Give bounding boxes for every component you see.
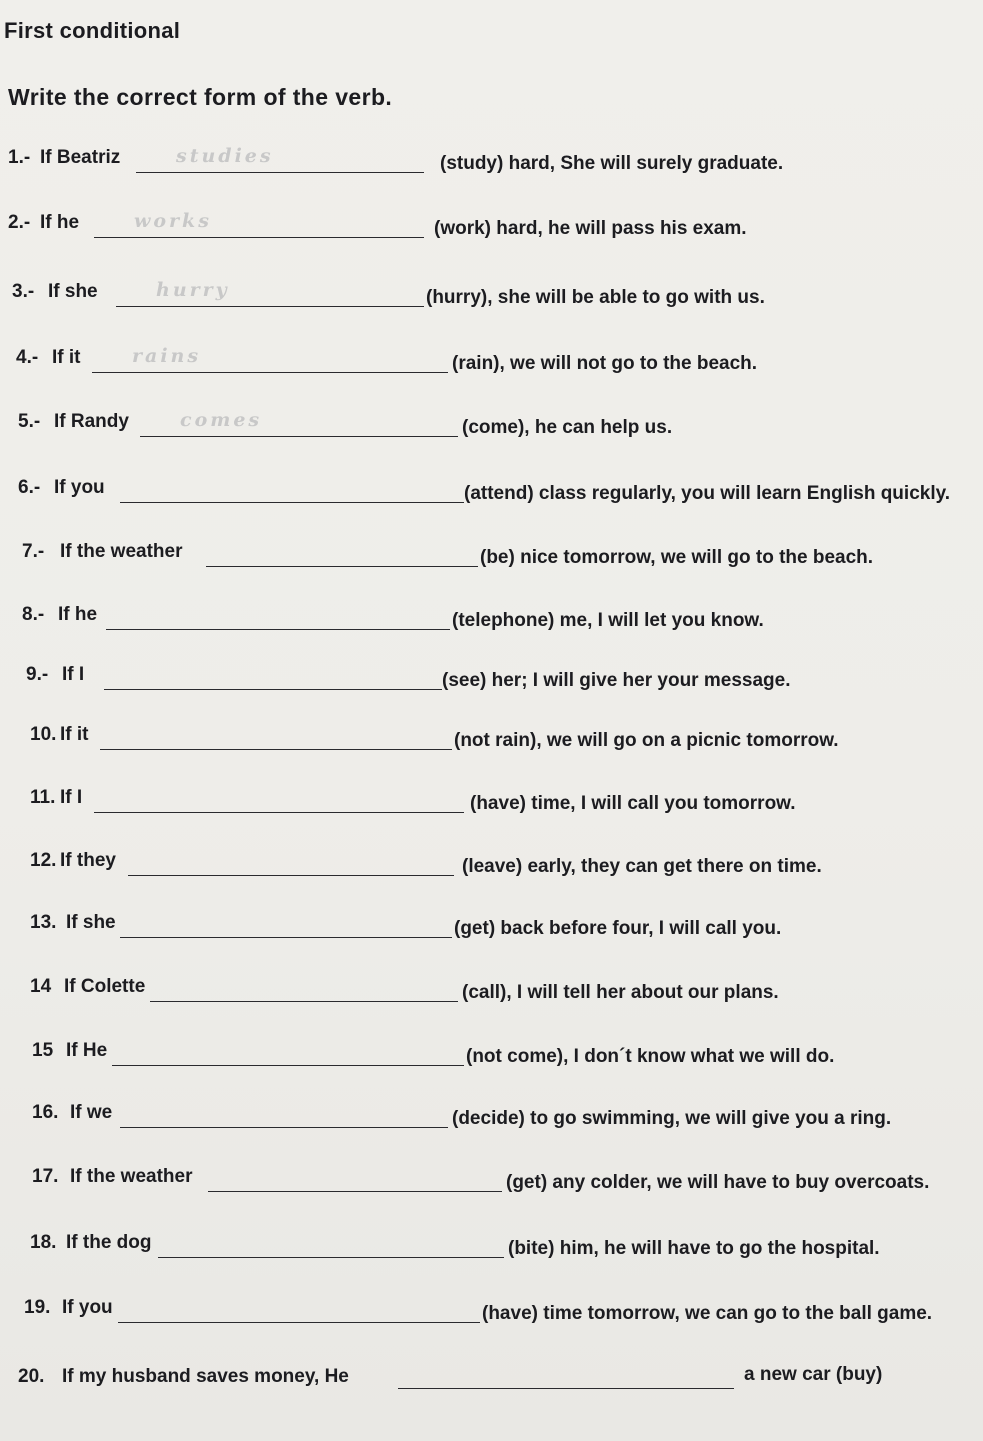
answer-blank[interactable] [92,372,448,373]
pencil-answer: rains [132,345,202,367]
pencil-answer: hurry [156,279,230,301]
verb-clue: (get) any colder, we will have to buy overcoats. [506,1172,930,1193]
item-number: 9.- [26,664,49,685]
item-number: 4.- [16,347,39,368]
verb-clue: (not come), I don´t know what we will do. [466,1046,835,1067]
answer-blank[interactable] [94,812,464,813]
item-number: 18. [30,1232,57,1253]
verb-clue: (see) her; I will give her your message. [442,670,791,691]
item-number: 12. [30,850,57,871]
item-number: 5.- [18,411,41,432]
item-number: 10. [30,724,57,745]
item-number: 14 [30,976,52,997]
verb-clue: a new car (buy) [744,1364,883,1385]
item-subject: If he [58,604,98,625]
item-number: 8.- [22,604,45,625]
item-subject: If I [62,664,85,685]
verb-clue: (telephone) me, I will let you know. [452,610,764,631]
item-subject: If we [70,1102,113,1123]
worksheet-instruction: Write the correct form of the verb. [8,84,393,110]
item-subject: If you [62,1297,113,1318]
item-number: 11. [30,787,56,808]
verb-clue: (attend) class regularly, you will learn English quickly. [464,483,951,504]
item-subject: If the dog [66,1232,152,1253]
answer-blank[interactable] [128,875,454,876]
item-number: 7.- [22,541,45,562]
answer-blank[interactable] [140,436,458,437]
item-subject: If the weather [70,1166,193,1187]
verb-clue: (be) nice tomorrow, we will go to the beach. [480,547,874,568]
item-subject: If it [60,724,89,745]
verb-clue: (call), I will tell her about our plans. [462,982,779,1003]
verb-clue: (come), he can help us. [462,417,673,438]
item-subject: If the weather [60,541,183,562]
verb-clue: (have) time tomorrow, we can go to the ball game. [482,1303,933,1324]
answer-blank[interactable] [136,172,424,173]
answer-blank[interactable] [100,749,452,750]
item-subject: If she [66,912,116,933]
answer-blank[interactable] [104,689,442,690]
item-subject: If they [60,850,116,871]
item-subject: If my husband saves money, He [62,1366,349,1387]
verb-clue: (work) hard, he will pass his exam. [434,218,747,239]
pencil-answer: works [134,210,212,232]
verb-clue: (get) back before four, I will call you. [454,918,782,939]
verb-clue: (hurry), she will be able to go with us. [426,287,765,308]
item-subject: If Beatriz [40,147,121,168]
verb-clue: (rain), we will not go to the beach. [452,353,758,374]
pencil-answer: comes [180,409,263,431]
item-number: 6.- [18,477,41,498]
answer-blank[interactable] [150,1001,458,1002]
item-number: 3.- [12,281,35,302]
item-number: 13. [30,912,57,933]
item-number: 19. [24,1297,51,1318]
item-number: 2.- [8,212,31,233]
answer-blank[interactable] [208,1191,502,1192]
verb-clue: (decide) to go swimming, we will give you a ring. [452,1108,892,1129]
verb-clue: (not rain), we will go on a picnic tomorrow. [454,730,839,751]
item-subject: If I [60,787,83,808]
item-subject: If you [54,477,105,498]
answer-blank[interactable] [398,1388,734,1389]
answer-blank[interactable] [112,1065,464,1066]
item-subject: If He [66,1040,108,1061]
verb-clue: (bite) him, he will have to go the hospital. [508,1238,880,1259]
item-subject: If Colette [64,976,146,997]
answer-blank[interactable] [158,1257,504,1258]
item-number: 17. [32,1166,59,1187]
item-subject: If Randy [54,411,129,432]
verb-clue: (study) hard, She will surely graduate. [440,153,784,174]
answer-blank[interactable] [118,1322,480,1323]
item-number: 16. [32,1102,59,1123]
answer-blank[interactable] [106,629,450,630]
answer-blank[interactable] [120,1127,448,1128]
answer-blank[interactable] [206,566,478,567]
answer-blank[interactable] [120,502,464,503]
verb-clue: (leave) early, they can get there on time. [462,856,822,877]
verb-clue: (have) time, I will call you tomorrow. [470,793,796,814]
item-number: 15 [32,1040,54,1061]
item-subject: If it [52,347,81,368]
pencil-answer: studies [176,145,274,167]
item-number: 1.- [8,147,31,168]
item-subject: If he [40,212,80,233]
answer-blank[interactable] [120,937,452,938]
item-number: 20. [18,1366,45,1387]
answer-blank[interactable] [116,306,424,307]
worksheet-title: First conditional [4,18,181,43]
answer-blank[interactable] [94,237,424,238]
item-subject: If she [48,281,98,302]
